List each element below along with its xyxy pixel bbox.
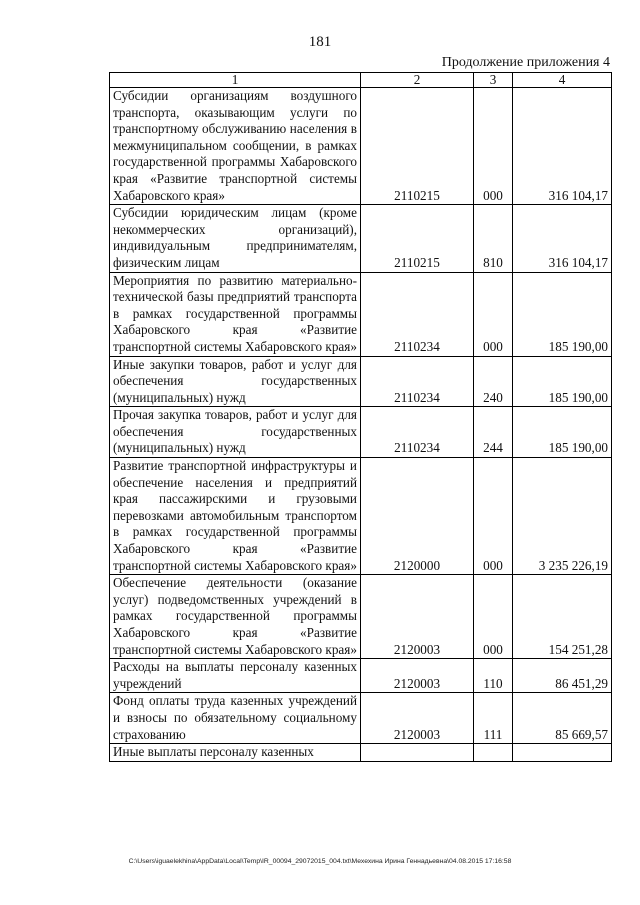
row-code: 2110215 <box>361 88 474 205</box>
row-amount: 316 104,17 <box>513 88 612 205</box>
table-row <box>110 693 612 744</box>
row-code: 2120000 <box>361 458 474 575</box>
row-code: 2110234 <box>361 356 474 407</box>
row-amount <box>513 744 612 762</box>
header-col-4: 4 <box>513 73 612 88</box>
row-type: 240 <box>474 356 513 407</box>
table-row <box>110 356 612 407</box>
continuation-label: Продолжение приложения 4 <box>441 55 610 70</box>
row-type <box>474 744 513 762</box>
row-type: 000 <box>474 88 513 205</box>
page-number: 181 <box>308 34 332 50</box>
table-header-row <box>110 73 612 88</box>
row-type: 000 <box>474 458 513 575</box>
table-row <box>110 88 612 205</box>
row-amount: 154 251,28 <box>513 575 612 659</box>
row-name: Иные закупки товаров, работ и услуг для обеспечения государственных (муниципальных) нужд <box>110 356 361 407</box>
row-name: Обеспечение деятельности (оказание услуг) подведомственных учреждений в рамках государственной программы Хабаровского края «Развитие транспортной системы Хабаровского края» <box>110 575 361 659</box>
header-col-3: 3 <box>474 73 513 88</box>
row-type: 810 <box>474 205 513 272</box>
row-code: 2120003 <box>361 659 474 693</box>
row-name: Иные выплаты персоналу казенных <box>110 744 361 762</box>
table-row <box>110 407 612 458</box>
budget-table <box>109 72 612 762</box>
row-code <box>361 744 474 762</box>
row-name: Мероприятия по развитию материально-технической базы предприятий транспорта в рамках государственной программы Хабаровского края «Развитие транспортной системы Хабаровского края» <box>110 272 361 356</box>
row-name: Расходы на выплаты персоналу казенных учреждений <box>110 659 361 693</box>
row-amount: 316 104,17 <box>513 205 612 272</box>
table-row <box>110 205 612 272</box>
row-name: Фонд оплаты труда казенных учреждений и взносы по обязательному социальному страхованию <box>110 693 361 744</box>
row-code: 2120003 <box>361 575 474 659</box>
row-type: 110 <box>474 659 513 693</box>
table-row <box>110 659 612 693</box>
row-type: 000 <box>474 272 513 356</box>
footer-file-path: C:\Users\iguaelekhina\AppData\Local\Temp\IR_00094_29072015_004.txt\Мехехина Ирина Геннадьевна\04.08.2015 17:16:58 <box>128 858 512 865</box>
row-code: 2110234 <box>361 407 474 458</box>
table-row <box>110 272 612 356</box>
table-row <box>110 575 612 659</box>
table-row <box>110 744 612 762</box>
header-col-2: 2 <box>361 73 474 88</box>
row-name: Развитие транспортной инфраструктуры и обеспечение населения и предприятий края пассажирскими и грузовыми перевозками автомобильным транспортом в рамках государственной программы Хабаровского края «Развитие транспортной системы Хабаровского края» <box>110 458 361 575</box>
row-code: 2110234 <box>361 272 474 356</box>
row-amount: 185 190,00 <box>513 356 612 407</box>
row-code: 2110215 <box>361 205 474 272</box>
row-type: 244 <box>474 407 513 458</box>
row-name: Субсидии организациям воздушного транспорта, оказывающим услуги по транспортному обслуживанию населения в межмуниципальном сообщении, в рамках государственной программы Хабаровского края «Развитие транспортной системы Хабаровского края» <box>110 88 361 205</box>
row-type: 000 <box>474 575 513 659</box>
row-amount: 3 235 226,19 <box>513 458 612 575</box>
row-amount: 86 451,29 <box>513 659 612 693</box>
header-col-1: 1 <box>110 73 361 88</box>
row-name: Субсидии юридическим лицам (кроме некоммерческих организаций), индивидуальным предпринимателям, физическим лицам <box>110 205 361 272</box>
row-amount: 185 190,00 <box>513 272 612 356</box>
row-code: 2120003 <box>361 693 474 744</box>
row-name: Прочая закупка товаров, работ и услуг для обеспечения государственных (муниципальных) нужд <box>110 407 361 458</box>
row-type: 111 <box>474 693 513 744</box>
table-row <box>110 458 612 575</box>
row-amount: 185 190,00 <box>513 407 612 458</box>
row-amount: 85 669,57 <box>513 693 612 744</box>
